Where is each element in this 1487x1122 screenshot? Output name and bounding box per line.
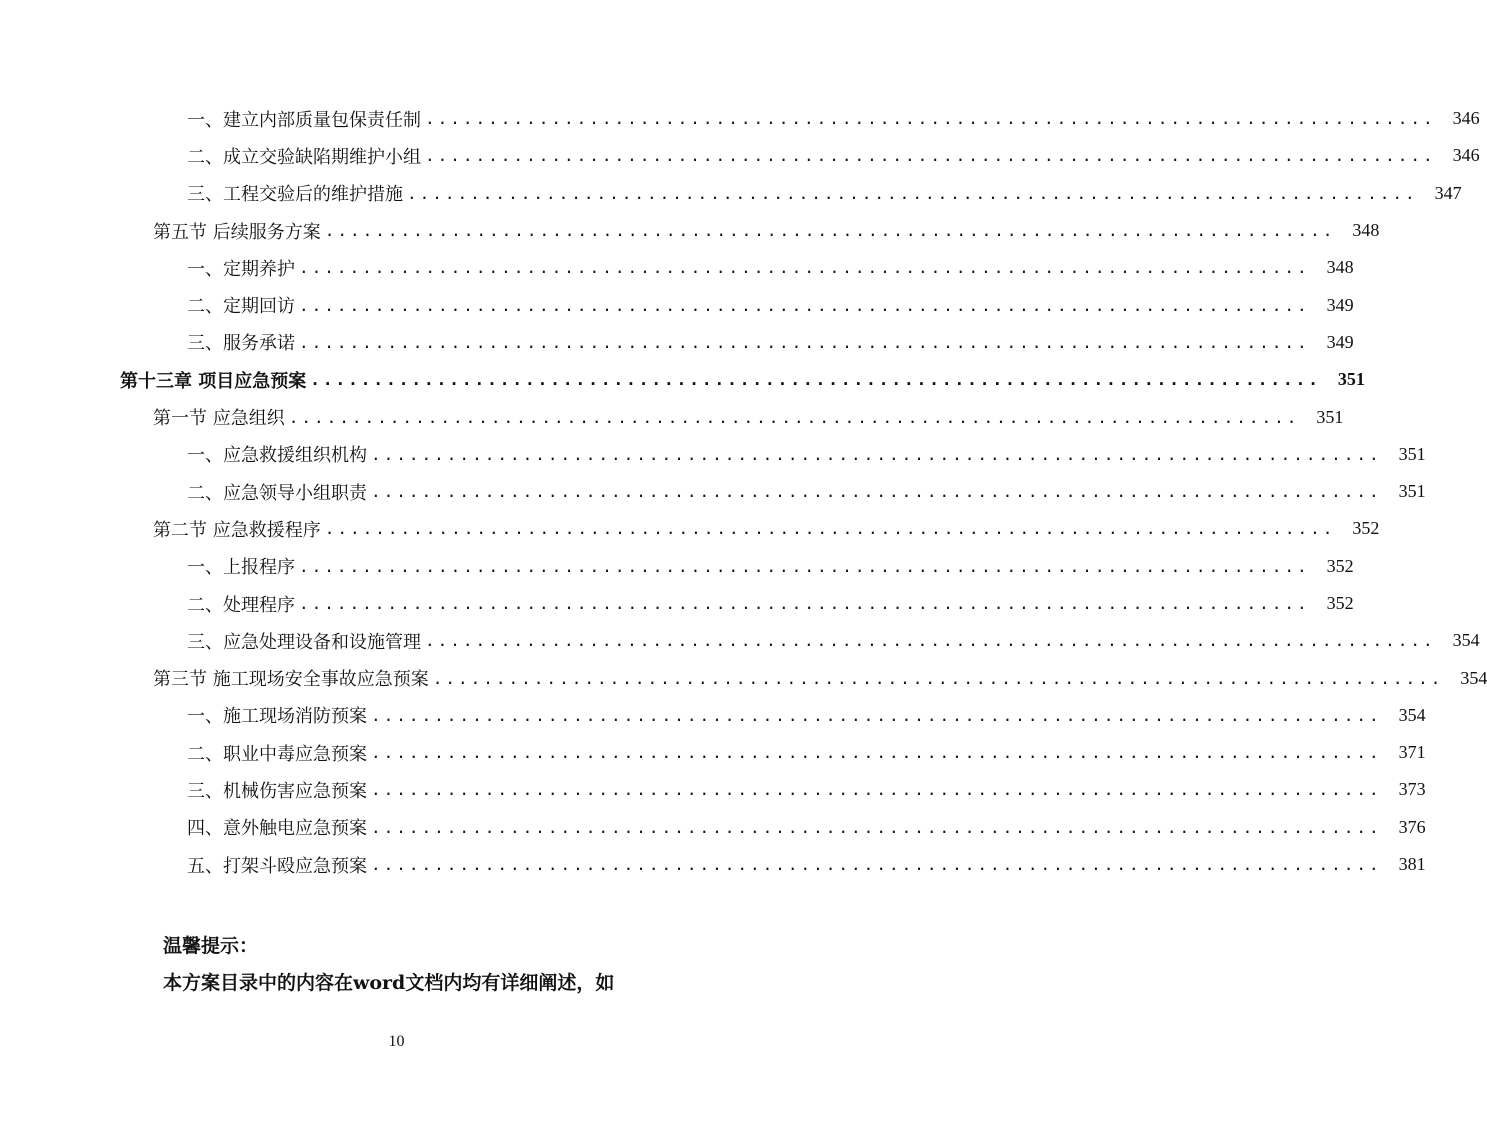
toc-entry[interactable]	[0, 622, 1480, 659]
toc-leader-dots: ................................................................................	[324, 519, 1336, 539]
toc-entry-title: 一、建立内部质量包保责任制	[187, 109, 421, 131]
toc-entry-page: 381	[1398, 854, 1426, 875]
toc-entry-title: 第一节 应急组织	[153, 408, 285, 430]
toc-entry[interactable]	[0, 249, 1354, 286]
toc-entry[interactable]	[0, 361, 1365, 398]
toc-entry-title: 五、打架斗殴应急预案	[187, 855, 367, 877]
toc-entry-page: 354	[1452, 630, 1480, 651]
table-of-contents	[0, 100, 1487, 883]
toc-entry-page: 346	[1452, 108, 1480, 129]
toc-leader-dots: ................................................................................	[310, 370, 1321, 390]
toc-entry[interactable]	[0, 697, 1426, 734]
toc-entry-page: 352	[1352, 518, 1380, 539]
tip-body: 本方案目录中的内容在word文档内均有详细阐述，如	[163, 972, 615, 994]
toc-entry-title: 一、定期养护	[187, 258, 295, 280]
toc-entry-title: 三、机械伤害应急预案	[187, 780, 367, 802]
toc-entry-page: 373	[1398, 779, 1426, 800]
toc-entry-page: 376	[1398, 816, 1426, 837]
toc-leader-dots: ................................................................................	[371, 855, 1382, 875]
toc-entry-title: 二、应急领导小组职责	[187, 482, 367, 504]
toc-entry-title: 二、定期回访	[187, 296, 295, 318]
toc-entry-title: 三、工程交验后的维护措施	[187, 184, 403, 206]
toc-entry-title: 一、应急救援组织机构	[187, 445, 367, 467]
toc-entry[interactable]	[0, 137, 1480, 174]
toc-leader-dots: ................................................................................	[425, 146, 1436, 166]
toc-leader-dots: ................................................................................	[425, 109, 1436, 129]
toc-entry-title: 一、上报程序	[187, 557, 295, 579]
toc-entry-title: 一、施工现场消防预案	[187, 706, 367, 728]
toc-entry[interactable]	[0, 473, 1426, 510]
toc-leader-dots: ................................................................................	[371, 780, 1382, 800]
toc-entry[interactable]	[0, 585, 1354, 622]
toc-leader-dots: ................................................................................	[324, 221, 1336, 241]
toc-leader-dots: ................................................................................	[432, 668, 1444, 688]
toc-entry-page: 348	[1352, 220, 1380, 241]
toc-entry-title: 第十三章 项目应急预案	[120, 370, 307, 392]
toc-entry[interactable]	[0, 771, 1426, 808]
toc-entry-page: 351	[1337, 369, 1365, 390]
toc-entry-title: 三、应急处理设备和设施管理	[187, 631, 421, 653]
toc-entry[interactable]	[0, 286, 1354, 323]
toc-entry-page: 371	[1398, 742, 1426, 763]
toc-entry-page: 351	[1398, 443, 1426, 464]
toc-entry[interactable]	[0, 100, 1480, 137]
toc-entry[interactable]	[0, 510, 1380, 547]
toc-leader-dots: ................................................................................	[371, 705, 1382, 725]
toc-entry-page: 352	[1326, 593, 1354, 613]
toc-entry-page: 352	[1326, 555, 1354, 576]
toc-entry[interactable]	[0, 846, 1426, 883]
toc-entry[interactable]	[0, 734, 1426, 771]
toc-entry[interactable]	[0, 324, 1354, 361]
toc-leader-dots: ................................................................................	[425, 631, 1436, 651]
tip-title: 温馨提示：	[163, 935, 259, 957]
toc-leader-dots: ................................................................................	[371, 482, 1382, 502]
toc-entry-title: 第五节 后续服务方案	[153, 221, 321, 243]
toc-entry-page: 349	[1326, 294, 1354, 315]
toc-leader-dots: ................................................................................	[371, 444, 1382, 464]
page-number: 10	[388, 1033, 405, 1050]
toc-leader-dots: ................................................................................	[407, 183, 1418, 203]
toc-entry-page: 346	[1452, 145, 1480, 166]
toc-entry-page: 351	[1398, 481, 1426, 502]
toc-leader-dots: ................................................................................	[299, 332, 1310, 352]
toc-entry-title: 二、成立交验缺陷期维护小组	[187, 146, 421, 168]
toc-leader-dots: ................................................................................	[299, 295, 1310, 315]
toc-leader-dots: ................................................................................	[299, 258, 1310, 278]
toc-leader-dots: ................................................................................	[371, 817, 1382, 837]
toc-entry-page: 348	[1326, 257, 1354, 278]
toc-entry-title: 第二节 应急救援程序	[153, 519, 321, 541]
toc-entry-title: 第三节 施工现场安全事故应急预案	[153, 669, 429, 691]
toc-entry-title: 四、意外触电应急预案	[187, 818, 367, 840]
toc-entry[interactable]	[0, 659, 1487, 696]
toc-entry-page: 354	[1398, 704, 1426, 725]
toc-entry[interactable]	[0, 175, 1462, 212]
toc-entry-page: 354	[1460, 667, 1487, 688]
toc-entry-title: 二、处理程序	[187, 594, 295, 616]
toc-leader-dots: ................................................................................	[288, 407, 1300, 427]
toc-entry-page: 349	[1326, 331, 1354, 352]
toc-entry-title: 三、服务承诺	[187, 333, 295, 355]
toc-leader-dots: ................................................................................	[371, 743, 1382, 763]
toc-leader-dots: ................................................................................	[299, 594, 1310, 613]
toc-entry[interactable]	[0, 436, 1426, 473]
toc-entry[interactable]	[0, 809, 1426, 846]
toc-leader-dots: ................................................................................	[299, 556, 1310, 576]
toc-entry[interactable]	[0, 212, 1380, 249]
toc-entry-page: 351	[1316, 406, 1344, 427]
toc-entry-page: 347	[1434, 182, 1462, 203]
toc-entry[interactable]	[0, 398, 1344, 435]
toc-entry[interactable]	[0, 548, 1354, 585]
toc-entry-title: 二、职业中毒应急预案	[187, 743, 367, 765]
